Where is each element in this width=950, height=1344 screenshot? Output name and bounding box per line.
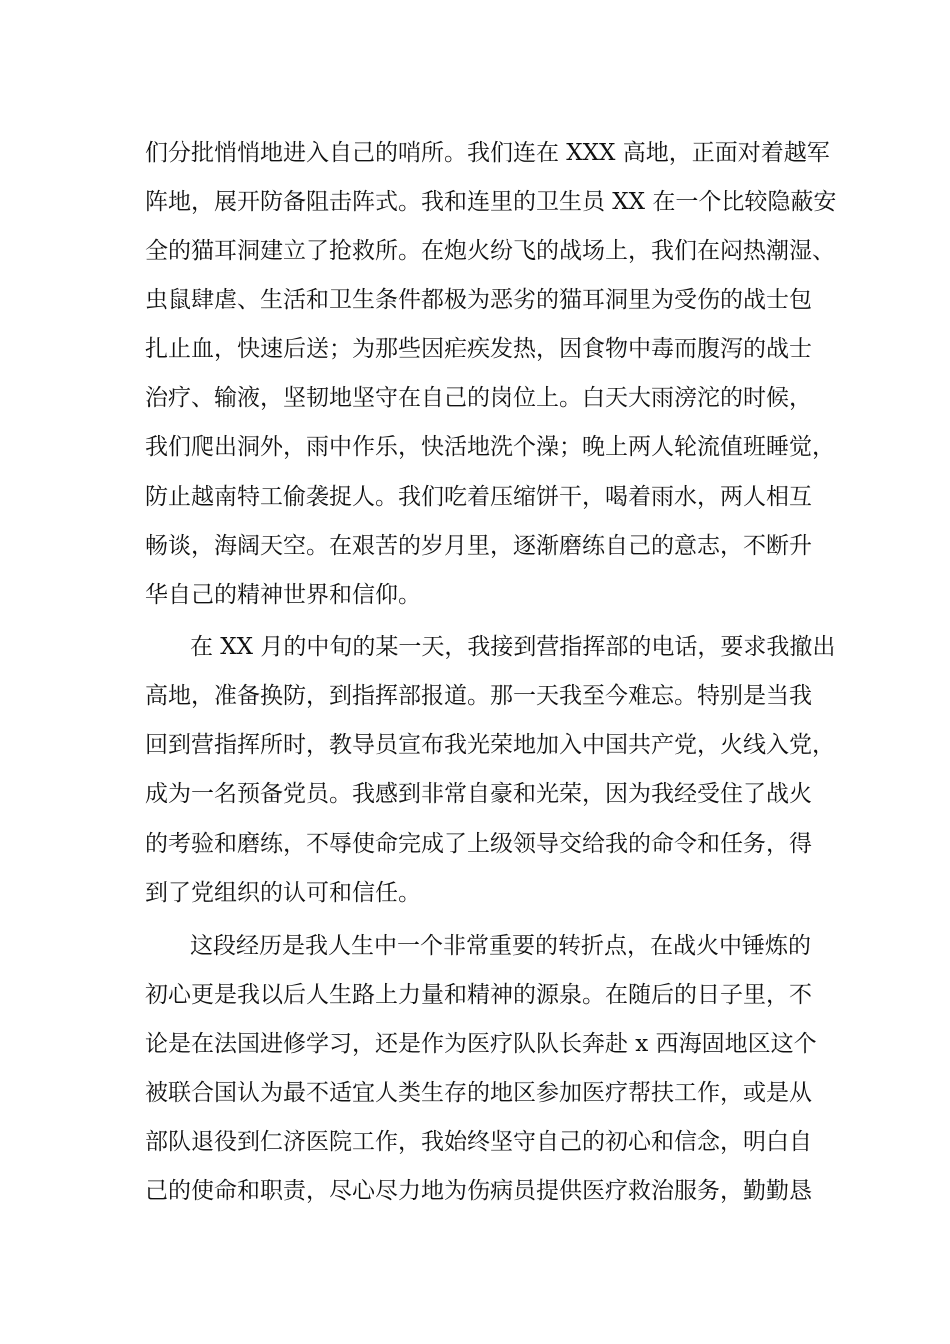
text-line-13: 回到营指挥所时，教导员宣布我光荣地加入中国共产党，火线入党，: [145, 732, 835, 758]
text-line-21: 部队退役到仁济医院工作，我始终坚守自己的初心和信念，明白自: [145, 1129, 812, 1155]
text-line-5: 扎止血，快速后送；为那些因疟疾发热，因食物中毒而腹泻的战士: [145, 336, 812, 362]
text-line-4: 虫鼠肆虐、生活和卫生条件都极为恶劣的猫耳洞里为受伤的战士包: [145, 287, 812, 313]
text-line-20: 被联合国认为最不适宜人类生存的地区参加医疗帮扶工作，或是从: [145, 1080, 812, 1106]
text-line-22: 己的使命和职责，尽心尽力地为伤病员提供医疗救治服务，勤勤恳: [145, 1178, 812, 1204]
text-line-19: 论是在法国进修学习，还是作为医疗队队长奔赴 x 西海固地区这个: [145, 1031, 817, 1057]
text-line-1: 们分批悄悄地进入自己的哨所。我们连在 XXX 高地，正面对着越军: [145, 140, 830, 166]
text-line-6: 治疗、输液，坚韧地坚守在自己的岗位上。白天大雨滂沱的时候，: [145, 385, 812, 411]
text-line-14: 成为一名预备党员。我感到非常自豪和光荣，因为我经受住了战火: [145, 781, 812, 807]
text-line-17: 这段经历是我人生中一个非常重要的转折点，在战火中锤炼的: [190, 933, 811, 959]
text-line-10: 华自己的精神世界和信仰。: [145, 582, 421, 608]
text-line-11: 在 XX 月的中旬的某一天，我接到营指挥部的电话，要求我撤出: [190, 634, 836, 660]
text-line-15: 的考验和磨练，不辱使命完成了上级领导交给我的命令和任务，得: [145, 831, 812, 857]
text-line-12: 高地，准备换防，到指挥部报道。那一天我至今难忘。特别是当我: [145, 683, 812, 709]
text-line-9: 畅谈，海阔天空。在艰苦的岁月里，逐渐磨练自己的意志，不断升: [145, 533, 812, 559]
text-line-16: 到了党组织的认可和信任。: [145, 880, 421, 906]
text-line-2: 阵地，展开防备阻击阵式。我和连里的卫生员 XX 在一个比较隐蔽安: [145, 189, 837, 215]
text-line-8: 防止越南特工偷袭捉人。我们吃着压缩饼干，喝着雨水，两人相互: [145, 484, 812, 510]
text-line-18: 初心更是我以后人生路上力量和精神的源泉。在随后的日子里，不: [145, 982, 812, 1008]
text-line-7: 我们爬出洞外，雨中作乐，快活地洗个澡；晚上两人轮流值班睡觉，: [145, 434, 835, 460]
text-line-3: 全的猫耳洞建立了抢救所。在炮火纷飞的战场上，我们在闷热潮湿、: [145, 238, 835, 264]
